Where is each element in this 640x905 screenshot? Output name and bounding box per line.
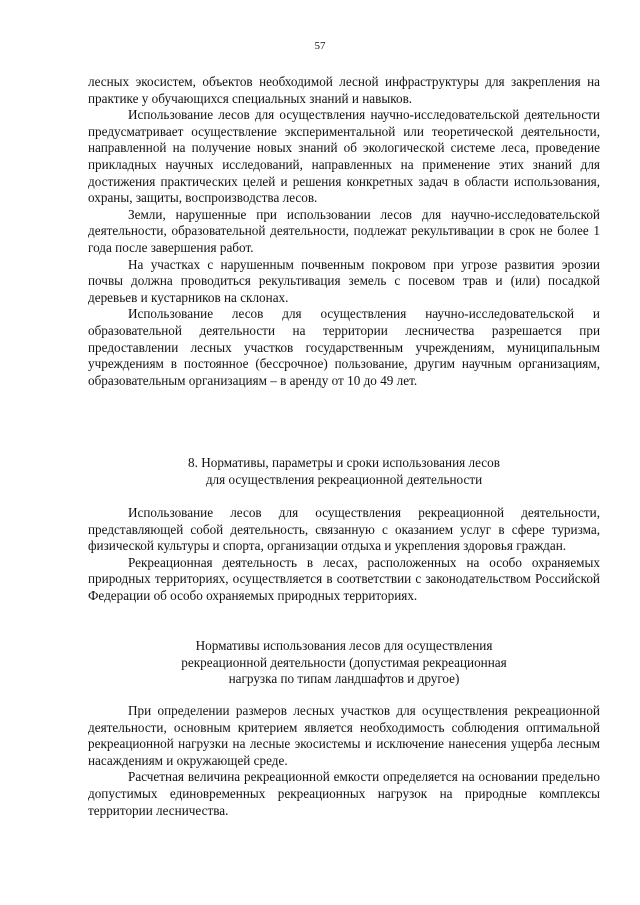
paragraph: Рекреационная деятельность в лесах, расположенных на особо охраняемых природных территориях, осуществляется в соответствии с законодательством Российской Федерации об особо охраняемых природных территориях.	[88, 554, 600, 603]
text-block-1	[88, 74, 600, 389]
paragraph: Использование лесов для осуществления рекреационной деятельности, представляющей собой деятельность, связанную с оказанием услуг в сфере туризма, физической культуры и спорта, организации отдыха и укрепления здоровья граждан.	[88, 505, 600, 554]
paragraph: При определении размеров лесных участков для осуществления рекреационной деятельности, основным критерием является необходимость соблюдения оптимальной рекреационной нагрузки на лесные экосистемы и исключение нанесения ущерба лесным насаждениям и окружающей среде.	[88, 703, 600, 768]
section-heading-8	[88, 455, 600, 488]
paragraph: Использование лесов для осуществления научно-исследовательской и образовательной деятельности на территории лесничества разрешается при предоставлении лесных участков государственным учреждениям, муниципальным учреждениям в постоянное (бессрочное) пользование, другим научным организациям, образовательным организациям – в аренду от 10 до 49 лет.	[88, 306, 600, 388]
heading-line: нагрузка по типам ландшафтов и другое)	[228, 671, 460, 687]
paragraph: Использование лесов для осуществления научно-исследовательской деятельности предусматривает осуществление экспериментальной или теоретической деятельности, направленной на получение новых знаний об экологической системе леса, проведение прикладных научных исследований, направленных на применение этих знаний для достижения практических целей и решения конкретных задач в области использования, охраны, защиты, воспроизводства лесов.	[88, 107, 600, 206]
paragraph: На участках с нарушенным почвенным покровом при угрозе развития эрозии почвы должна проводиться рекультивация земель с посевом трав и (или) посадкой деревьев и кустарников на склонах.	[88, 256, 600, 305]
heading-line: 8. Нормативы, параметры и сроки использования лесов	[188, 455, 500, 470]
heading-line: для осуществления рекреационной деятельности	[205, 471, 483, 487]
heading-line: рекреационной деятельности (допустимая рекреационная	[181, 654, 507, 670]
heading-line: Нормативы использования лесов для осуществления	[195, 638, 493, 653]
text-block-2	[88, 505, 600, 605]
paragraph: Земли, нарушенные при использовании лесов для научно-исследовательской деятельности, образовательной деятельности, подлежат рекультивации в срок не более 1 года после завершения работ.	[88, 206, 600, 255]
subsection-heading	[88, 638, 600, 688]
page-number: 57	[314, 40, 326, 52]
text-block-3	[88, 703, 600, 819]
paragraph: Расчетная величина рекреационной емкости определяется на основании предельно допустимых единовременных рекреационных нагрузок на природные комплексы территории лесничества.	[88, 769, 600, 818]
paragraph: лесных экосистем, объектов необходимой лесной инфраструктуры для закрепления на практике у обучающихся специальных знаний и навыков.	[88, 74, 600, 106]
